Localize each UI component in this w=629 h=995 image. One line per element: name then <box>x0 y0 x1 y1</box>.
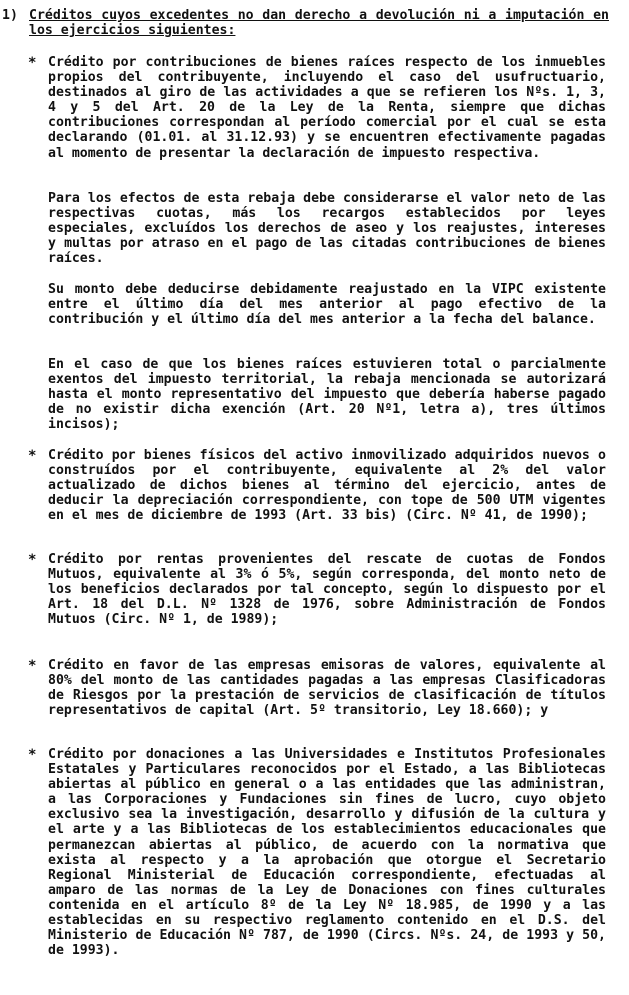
bullet-marker: * <box>28 448 37 464</box>
bullet-marker: * <box>28 55 37 71</box>
bullet-marker: * <box>28 658 37 674</box>
paragraph-credit-donaciones: Crédito por donaciones a las Universidades e Institutos Profesionales Estatales y Particulares reconocidos por el Estado, a las Bibliotecas abiertas al público en general o a las entidades que las administran, a las Corporaciones y Fundaciones sin fines de lucro, cuyo objeto exclusivo sea la investigación, desarrollo y difusión de la cultura y el arte y a las Bibliotecas de los establecimientos educacionales que permanezcan abiertas al público, de acuerdo con la normativa que exista al respecto y a la aprobación que otorgue el Secretario Regional Ministerial de Educación correspondiente, efectuadas al amparo de las normas de la Ley de Donaciones con fines culturales contenida en el artículo 8º de la Ley Nº 18.985, de 1990 y a las establecidas en su respectivo reglamento contenido en el D.S. del Ministerio de Educación Nº 787, de 1990 (Circs. Nºs. 24, de 1993 y 50, de 1993). <box>48 747 606 959</box>
paragraph-credit-clasificadoras: Crédito en favor de las empresas emisoras de valores, equivalente al 80% del monto de las cantidades pagadas a las empresas Clasificadoras de Riesgos por la prestación de servicios de clasificación de títulos representativos de capital (Art. 5º transitorio, Ley 18.660); y <box>48 658 606 719</box>
paragraph-credit-contribuciones: Crédito por contribuciones de bienes raíces respecto de los inmuebles propios del contribuyente, incluyendo el caso del usufructuario, destinados al giro de las actividades a que se refieren los Nºs. 1, 3, 4 y 5 del Art. 20 de la Ley de la Renta, siempre que dichas contribuciones correspondan al período comercial por el cual se esta declarando (01.01. al 31.12.93) y se encuentren efectivamente pagadas al momento de presentar la declaración de impuesto respectiva. <box>48 55 606 161</box>
bullet-marker: * <box>28 552 37 568</box>
paragraph-efectos-rebaja: Para los efectos de esta rebaja debe considerarse el valor neto de las respectivas cuotas, más los recargos establecidos por leyes especiales, excluídos los derechos de aseo y los reajustes, intereses y multas por atraso en el pago de las citadas contribuciones de bienes raíces. <box>48 191 606 267</box>
section-number: 1) <box>2 8 18 23</box>
paragraph-monto-reajustado: Su monto debe deducirse debidamente reajustado en la VIPC existente entre el último día del mes anterior al pago efectivo de la contribución y el último día del mes anterior a la fecha del balance. <box>48 282 606 328</box>
paragraph-credit-fondos-mutuos: Crédito por rentas provenientes del rescate de cuotas de Fondos Mutuos, equivalente al 3% ó 5%, según corresponda, del monto neto de los beneficios declarados por tal concepto, según lo dispuesto por el Art. 18 del D.L. Nº 1328 de 1976, sobre Administración de Fondos Mutuos (Circ. Nº 1, de 1989); <box>48 552 606 628</box>
paragraph-credit-activo-inmovilizado: Crédito por bienes físicos del activo inmovilizado adquiridos nuevos o construídos por el contribuyente, equivalente al 2% del valor actualizado de dichos bienes al término del ejercicio, antes de deducir la depreciación correspondiente, con tope de 500 UTM vigentes en el mes de diciembre de 1993 (Art. 33 bis) (Circ. Nº 41, de 1990); <box>48 448 606 524</box>
paragraph-bienes-exentos: En el caso de que los bienes raíces estuvieren total o parcialmente exentos del impuesto territorial, la rebaja mencionada se autorizará hasta el monto representativo del impuesto que debería haberse pagado de no existir dicha exención (Art. 20 Nº1, letra a), tres últimos incisos); <box>48 357 606 433</box>
bullet-marker: * <box>28 747 37 763</box>
section-title: Créditos cuyos excedentes no dan derecho a devolución ni a imputación en los ejercicios siguientes: <box>29 8 609 38</box>
